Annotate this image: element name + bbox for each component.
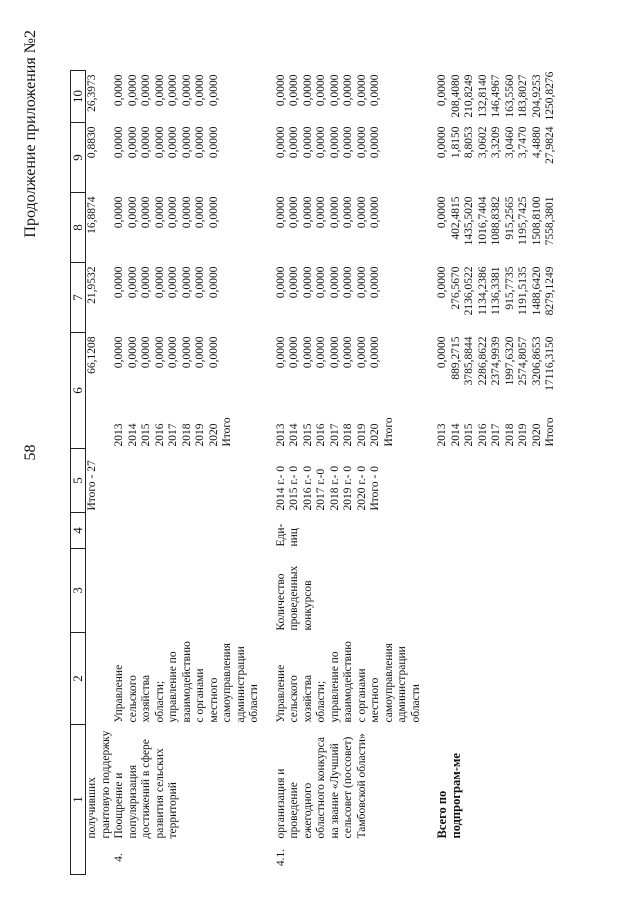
top-row-target: Итого - 27 — [86, 460, 98, 511]
cell-line: 0,0000 — [315, 336, 327, 369]
cell-line: 2574,8057 — [517, 336, 529, 386]
cell-line: 1195,7425 — [517, 196, 529, 245]
col-header-6: 6 — [71, 333, 86, 449]
section-4-1-executor: Управление сельского хозяйства области; управление по взаимодействию с органами местного самоуправления администрации области — [274, 641, 422, 723]
cell-line: 915,7735 — [503, 266, 516, 310]
cell-line: 3,0602 — [476, 126, 489, 159]
cell-line: 0,0000 — [355, 126, 368, 159]
cell-line: 0,0000 — [274, 336, 287, 369]
section-4-v8 — [113, 193, 263, 263]
cell-line: 2013 — [113, 423, 125, 447]
cell-line: 2013 — [436, 423, 448, 447]
cell-line: 402,4815 — [449, 196, 462, 240]
section-4-1-v10 — [275, 71, 425, 123]
cell-line: 0,0000 — [113, 196, 125, 229]
cell-line: 0,0000 — [153, 74, 166, 107]
cell-line: 1435,5020 — [463, 196, 475, 246]
cell-line: 2014 — [449, 423, 462, 447]
cell-line: 1508,8100 — [530, 196, 543, 246]
cell-line: 2015 г.- 0 — [288, 465, 300, 511]
cell-line: 0,0000 — [288, 266, 300, 299]
cell-line: 0,0000 — [288, 196, 300, 229]
page-number: 58 — [22, 444, 39, 461]
total-v9 — [436, 123, 559, 193]
cell-line: 2018 — [342, 423, 354, 447]
cell-line: 0,0000 — [153, 336, 166, 369]
top-row-v9: 0,8830 — [86, 126, 98, 159]
cell-line: 0,0000 — [126, 336, 139, 369]
cell-line: 2014 — [288, 423, 300, 447]
col-header-1: 1 — [71, 725, 86, 875]
total-v6 — [436, 333, 559, 413]
cell-line: 2019 — [194, 423, 206, 447]
cell-line: 1997,6320 — [503, 336, 516, 386]
cell-line: 2019 — [355, 423, 368, 447]
cell-line: 0,0000 — [436, 336, 448, 369]
top-row — [86, 15, 114, 875]
cell-line: 2014 — [126, 423, 139, 447]
cell-line: 0,0000 — [140, 74, 152, 107]
total-v8 — [436, 193, 559, 263]
cell-line: 3,7470 — [517, 126, 529, 159]
cell-line: 8279,1249 — [544, 266, 556, 316]
cell-line: 0,0000 — [207, 126, 220, 159]
cell-line: 2020 — [207, 423, 220, 447]
cell-line: 1016,7404 — [476, 196, 489, 246]
cell-line: 0,0000 — [436, 74, 448, 107]
cell-line: 0,0000 — [140, 266, 152, 299]
cell-line: 0,0000 — [288, 336, 300, 369]
cell-line: 0,0000 — [369, 336, 381, 369]
col-header-3: 3 — [71, 549, 86, 633]
total-v10 — [436, 71, 559, 123]
cell-line: 2014 г.- 0 — [274, 465, 287, 511]
cell-line: 0,0000 — [288, 126, 300, 159]
section-4-number: 4. — [113, 853, 125, 862]
section-4-1-v7 — [275, 263, 425, 333]
col-header-10: 10 — [71, 71, 86, 123]
col-header-8: 8 — [71, 193, 86, 263]
cell-line: 0,0000 — [328, 74, 341, 107]
col-header-5: 5 — [71, 449, 86, 513]
cell-line: 1134,2386 — [476, 266, 489, 315]
cell-line: 163,5560 — [503, 74, 516, 118]
cell-line: 0,0000 — [369, 74, 381, 107]
section-4-row — [113, 15, 263, 875]
cell-line: Итого — [221, 417, 233, 447]
cell-line: 0,0000 — [126, 266, 139, 299]
column-number-row — [71, 15, 86, 875]
total-years — [436, 413, 559, 449]
cell-line: 1,8150 — [449, 126, 462, 159]
cell-line: 0,0000 — [342, 336, 354, 369]
cell-line: 0,0000 — [301, 126, 314, 159]
section-4-v7 — [113, 263, 263, 333]
cell-line: 0,0000 — [342, 196, 354, 229]
cell-line: 0,0000 — [207, 196, 220, 229]
continuation-title: Продолжение приложения №2 — [22, 30, 39, 238]
cell-line: 2374,9939 — [490, 336, 502, 386]
cell-line: 0,0000 — [180, 126, 193, 159]
cell-line: 1191,5135 — [517, 266, 529, 315]
section-4-years — [113, 413, 263, 449]
cell-line: 0,0000 — [315, 266, 327, 299]
cell-line: 0,0000 — [436, 126, 448, 159]
cell-line: 2017 — [328, 423, 341, 447]
cell-line: 3,0460 — [503, 126, 516, 159]
cell-line: 2019 г.- 0 — [342, 465, 354, 511]
section-4-1-name: организация и проведение ежегодного областного конкурса на звание «Лучший сельсовет (поссовет) Тамбовской области» — [274, 733, 368, 839]
cell-line: 2018 — [503, 423, 516, 447]
section-4-1-unit: Еди-ниц — [274, 523, 300, 547]
cell-line: 4,4880 — [530, 126, 543, 159]
cell-line: 2019 — [517, 423, 529, 447]
cell-line: 0,0000 — [180, 266, 193, 299]
section-4-1-indicator: Количество проведенных конкурсов — [274, 565, 314, 631]
cell-line: 0,0000 — [355, 336, 368, 369]
cell-line: 0,0000 — [355, 74, 368, 107]
cell-line: 915,2565 — [503, 196, 516, 240]
cell-line: 0,0000 — [167, 74, 179, 107]
cell-line: 0,0000 — [328, 126, 341, 159]
cell-line: 3,3209 — [490, 126, 502, 159]
cell-line: 0,0000 — [328, 266, 341, 299]
section-4-1-targets — [275, 449, 425, 513]
cell-line: 0,0000 — [207, 266, 220, 299]
cell-line: 0,0000 — [207, 74, 220, 107]
col-header-7: 7 — [71, 263, 86, 333]
cell-line: 2020 г.- 0 — [355, 465, 368, 511]
cell-line: 0,0000 — [140, 196, 152, 229]
cell-line: 0,0000 — [167, 126, 179, 159]
cell-line: Итого - 0 — [369, 466, 381, 511]
cell-line: 0,0000 — [301, 266, 314, 299]
cell-line: 0,0000 — [207, 336, 220, 369]
cell-line: 889,2715 — [449, 336, 462, 380]
cell-line: 0,0000 — [274, 266, 287, 299]
cell-line: 0,0000 — [194, 126, 206, 159]
cell-line: 0,0000 — [328, 336, 341, 369]
cell-line: 0,0000 — [113, 266, 125, 299]
cell-line: 2016 — [153, 423, 166, 447]
cell-line: 0,0000 — [194, 74, 206, 107]
section-4-executor: Управление сельского хозяйства области; управление по взаимодействию с органами местного самоуправления администрации области — [113, 641, 260, 723]
col-header-4: 4 — [71, 513, 86, 549]
cell-line: 0,0000 — [315, 126, 327, 159]
section-4-1-v9 — [275, 123, 425, 193]
cell-line: 0,0000 — [436, 196, 448, 229]
cell-line: 2017 г.-0 — [315, 468, 327, 511]
cell-line: 132,8140 — [476, 74, 489, 118]
cell-line: 0,0000 — [180, 196, 193, 229]
cell-line: 2018 — [180, 423, 193, 447]
cell-line: 2015 — [301, 423, 314, 447]
cell-line: 0,0000 — [153, 266, 166, 299]
cell-line: 2020 — [530, 423, 543, 447]
cell-line: Итого — [382, 417, 395, 447]
cell-line: 2286,8622 — [476, 336, 489, 386]
cell-line: 0,0000 — [342, 266, 354, 299]
section-4-name: Поощрение и популяризация достижений в сфере развития сельских территорий — [113, 739, 179, 839]
cell-line: 2017 — [167, 423, 179, 447]
cell-line: 0,0000 — [180, 74, 193, 107]
cell-line: 0,0000 — [288, 74, 300, 107]
cell-line: 0,0000 — [126, 126, 139, 159]
cell-line: 2018 г.- 0 — [328, 465, 341, 511]
cell-line: 183,8027 — [517, 74, 529, 118]
cell-line: 146,4967 — [490, 74, 502, 118]
cell-line: 0,0000 — [153, 196, 166, 229]
section-4-1-years — [275, 413, 425, 449]
cell-line: 2013 — [274, 423, 287, 447]
cell-line: 0,0000 — [369, 266, 381, 299]
cell-line: 2016 — [476, 423, 489, 447]
cell-line: 0,0000 — [153, 126, 166, 159]
cell-line: 27,9824 — [544, 126, 556, 164]
section-4-1-row — [275, 15, 425, 875]
cell-line: 0,0000 — [342, 126, 354, 159]
cell-line: 0,0000 — [194, 196, 206, 229]
cell-line: 1136,3381 — [490, 266, 502, 315]
cell-line: 0,0000 — [301, 196, 314, 229]
cell-line: 204,9253 — [530, 74, 543, 118]
section-4-v9 — [113, 123, 263, 193]
section-4-1-number: 4.1. — [274, 848, 287, 867]
total-row — [436, 15, 559, 875]
cell-line: 0,0000 — [113, 126, 125, 159]
cell-line: 2015 — [140, 423, 152, 447]
cell-line: 0,0000 — [126, 196, 139, 229]
top-row-v7: 21,9532 — [86, 266, 98, 304]
cell-line: 1488,6420 — [530, 266, 543, 316]
total-v7 — [436, 263, 559, 333]
cell-line: 0,0000 — [194, 266, 206, 299]
cell-line: 0,0000 — [369, 126, 381, 159]
cell-line: 0,0000 — [274, 196, 287, 229]
top-row-v8: 16,8874 — [86, 196, 98, 234]
cell-line: 0,0000 — [180, 336, 193, 369]
cell-line: 208,4080 — [449, 74, 462, 118]
cell-line: 0,0000 — [126, 74, 139, 107]
cell-line: 2016 г.- 0 — [301, 465, 314, 511]
cell-line: 1250,8276 — [544, 71, 556, 121]
cell-line: 0,0000 — [167, 196, 179, 229]
page-header — [22, 0, 52, 905]
section-4-v6 — [113, 333, 263, 413]
col-header-2: 2 — [71, 633, 86, 725]
cell-line: 7558,3801 — [544, 196, 556, 246]
cell-line: 0,0000 — [140, 336, 152, 369]
cell-line: 0,0000 — [274, 74, 287, 107]
cell-line: 0,0000 — [167, 336, 179, 369]
cell-line: 0,0000 — [301, 336, 314, 369]
cell-line: 0,0000 — [328, 196, 341, 229]
cell-line: Итого — [544, 417, 556, 447]
cell-line: 0,0000 — [355, 196, 368, 229]
cell-line: 0,0000 — [315, 74, 327, 107]
section-4-1-v8 — [275, 193, 425, 263]
cell-line: 0,0000 — [274, 126, 287, 159]
cell-line: 3785,8844 — [463, 336, 475, 386]
cell-line: 8,8053 — [463, 126, 475, 159]
top-row-v6: 66,1208 — [86, 336, 98, 374]
program-table — [70, 15, 559, 876]
cell-line: 0,0000 — [194, 336, 206, 369]
cell-line: 0,0000 — [436, 266, 448, 299]
cell-line: 0,0000 — [342, 74, 354, 107]
cell-line: 276,5670 — [449, 266, 462, 310]
cell-line: 0,0000 — [140, 126, 152, 159]
cell-line: 2016 — [315, 423, 327, 447]
cell-line: 17116,3150 — [544, 336, 556, 391]
cell-line: 0,0000 — [167, 266, 179, 299]
cell-line: 2020 — [369, 423, 381, 447]
total-label: Всего по подпрограм-ме — [435, 753, 463, 839]
top-row-name: получивших грантовую поддержку — [86, 730, 112, 839]
cell-line: 3206,8653 — [530, 336, 543, 386]
cell-line: 0,0000 — [355, 266, 368, 299]
cell-line: 1088,8382 — [490, 196, 502, 246]
col-header-9: 9 — [71, 123, 86, 193]
section-4-1-v6 — [275, 333, 425, 413]
cell-line: 0,0000 — [113, 74, 125, 107]
top-row-v10: 26,3973 — [86, 74, 98, 112]
section-4-v10 — [113, 71, 263, 123]
cell-line: 0,0000 — [113, 336, 125, 369]
cell-line: 0,0000 — [301, 74, 314, 107]
cell-line: 2136,0522 — [463, 266, 475, 316]
cell-line: 210,8249 — [463, 74, 475, 118]
cell-line: 2017 — [490, 423, 502, 447]
cell-line: 2015 — [463, 423, 475, 447]
cell-line: 0,0000 — [369, 196, 381, 229]
cell-line: 0,0000 — [315, 196, 327, 229]
